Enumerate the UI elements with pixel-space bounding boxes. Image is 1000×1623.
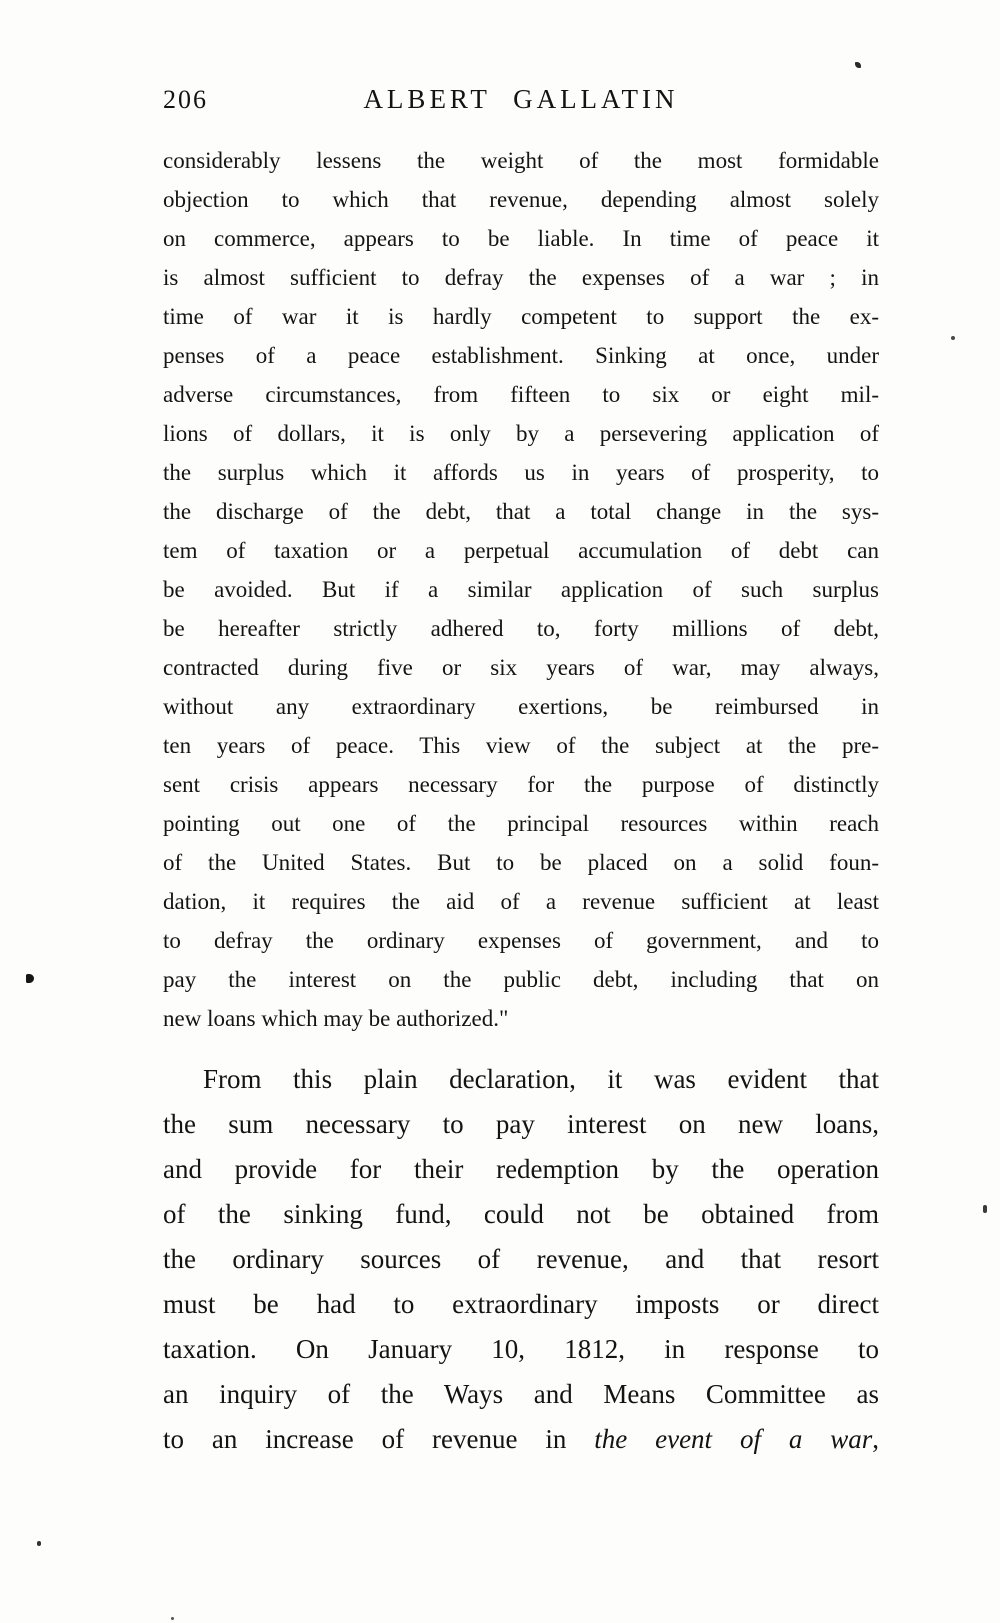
text-line: sent crisis appears necessary for the purpose of distinctly — [163, 772, 879, 797]
scan-speck — [951, 336, 955, 340]
text-line: lions of dollars, it is only by a persevering application of — [163, 421, 879, 446]
text-line: time of war it is hardly competent to support the ex- — [163, 304, 879, 329]
text-line: and provide for their redemption by the operation — [163, 1154, 879, 1184]
text-line: an inquiry of the Ways and Means Committee as — [163, 1379, 879, 1409]
scan-speck — [983, 1205, 987, 1213]
text-line: be avoided. But if a similar application of such surplus — [163, 577, 879, 602]
text-line: the discharge of the debt, that a total change in the sys- — [163, 499, 879, 524]
text-line: contracted during five or six years of war, may always, — [163, 655, 879, 680]
text-line: the sum necessary to pay interest on new loans, — [163, 1109, 879, 1139]
paragraph-lines — [163, 1057, 879, 1417]
text-line: objection to which that revenue, depending almost solely — [163, 187, 879, 212]
text-line: without any extraordinary exertions, be reimbursed in — [163, 694, 879, 719]
scan-speck — [855, 62, 861, 68]
text-line: considerably lessens the weight of the most formidable — [163, 148, 879, 173]
last-line-text-before: to an increase of revenue in — [163, 1424, 595, 1454]
text-line: ten years of peace. This view of the subject at the pre- — [163, 733, 879, 758]
text-line: tem of taxation or a perpetual accumulation of debt can — [163, 538, 879, 563]
page-number: 206 — [163, 85, 208, 114]
text-line: the surplus which it affords us in years of prosperity, to — [163, 460, 879, 485]
text-line: is almost sufficient to defray the expenses of a war ; in — [163, 265, 879, 290]
text-line: of the United States. But to be placed on a solid foun- — [163, 850, 879, 875]
last-line-text-after: , — [872, 1424, 879, 1454]
text-line: penses of a peace establishment. Sinking at once, under — [163, 343, 879, 368]
scan-speck — [37, 1541, 41, 1546]
text-line: pointing out one of the principal resources within reach — [163, 811, 879, 836]
italic-phrase: the event of a war — [594, 1424, 873, 1454]
scan-speck — [171, 1617, 174, 1620]
text-line: on commerce, appears to be liable. In time of peace it — [163, 226, 879, 251]
block-quote — [163, 141, 879, 1038]
text-line: adverse circumstances, from fifteen to six or eight mil- — [163, 382, 879, 407]
text-line: be hereafter strictly adhered to, forty millions of debt, — [163, 616, 879, 641]
text-line: dation, it requires the aid of a revenue sufficient at least — [163, 889, 879, 914]
running-header: ALBERT GALLATIN — [363, 84, 679, 114]
text-line: new loans which may be authorized." — [163, 1006, 509, 1031]
text-line: pay the interest on the public debt, including that on — [163, 967, 879, 992]
main-paragraph — [163, 1057, 879, 1462]
text-line: must be had to extraordinary imposts or direct — [163, 1289, 879, 1319]
text-line: of the sinking fund, could not be obtained from — [163, 1199, 879, 1229]
text-line: to defray the ordinary expenses of government, and to — [163, 928, 879, 953]
paragraph-last-line — [163, 1417, 879, 1462]
scan-speck — [26, 974, 34, 983]
text-line: taxation. On January 10, 1812, in response to — [163, 1334, 879, 1364]
text-line: From this plain declaration, it was evident that — [203, 1064, 879, 1094]
text-line: the ordinary sources of revenue, and that resort — [163, 1244, 879, 1274]
